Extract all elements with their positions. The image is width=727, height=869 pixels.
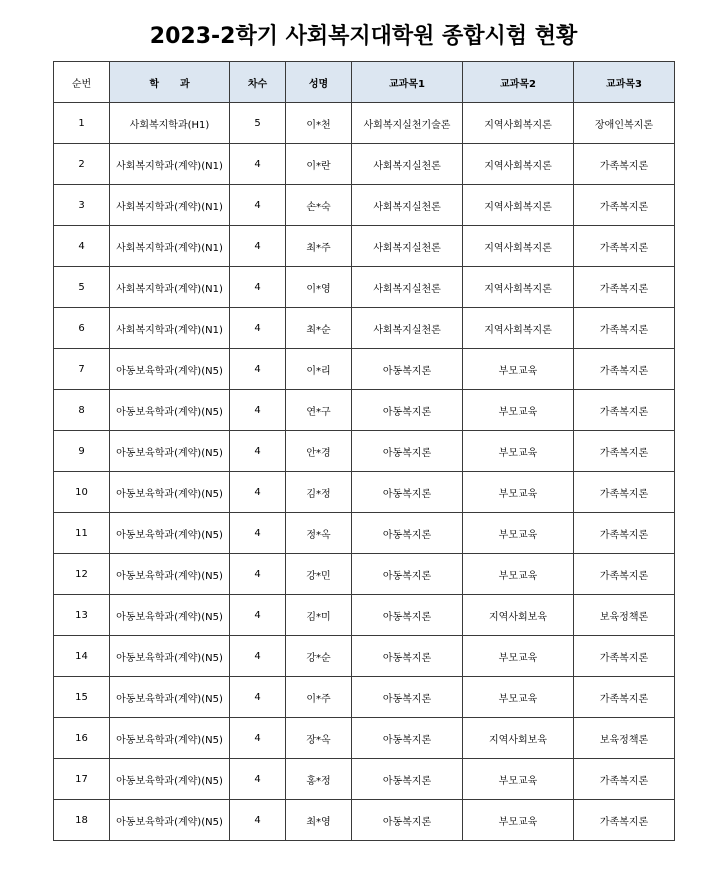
cell-round: 4 — [230, 144, 286, 185]
cell-dept: 사회복지학과(계약)(N1) — [110, 185, 230, 226]
cell-round: 4 — [230, 759, 286, 800]
cell-subject1: 사회복지실천론 — [352, 226, 463, 267]
cell-subject2: 지역사회복지론 — [463, 308, 574, 349]
cell-subject1: 사회복지실천론 — [352, 185, 463, 226]
cell-subject2: 지역사회복지론 — [463, 226, 574, 267]
cell-name: 김*정 — [286, 472, 352, 513]
cell-name: 최*순 — [286, 308, 352, 349]
cell-subject3: 가족복지론 — [574, 267, 675, 308]
cell-subject2: 부모교육 — [463, 390, 574, 431]
cell-dept: 사회복지학과(계약)(N1) — [110, 267, 230, 308]
cell-dept: 아동보육학과(계약)(N5) — [110, 800, 230, 841]
cell-round: 4 — [230, 554, 286, 595]
cell-dept: 사회복지학과(H1) — [110, 103, 230, 144]
cell-no: 8 — [54, 390, 110, 431]
header-name: 성명 — [286, 62, 352, 103]
cell-subject1: 아동복지론 — [352, 718, 463, 759]
cell-round: 5 — [230, 103, 286, 144]
header-dept: 학 과 — [110, 62, 230, 103]
cell-subject2: 지역사회복지론 — [463, 267, 574, 308]
cell-subject1: 아동복지론 — [352, 349, 463, 390]
cell-name: 이*리 — [286, 349, 352, 390]
cell-subject1: 사회복지실천론 — [352, 308, 463, 349]
table-body — [54, 103, 675, 841]
cell-dept: 아동보육학과(계약)(N5) — [110, 636, 230, 677]
cell-name: 강*순 — [286, 636, 352, 677]
cell-no: 4 — [54, 226, 110, 267]
cell-subject2: 지역사회복지론 — [463, 185, 574, 226]
table-row — [54, 390, 675, 431]
cell-subject3: 보육정책론 — [574, 718, 675, 759]
cell-name: 강*민 — [286, 554, 352, 595]
cell-no: 6 — [54, 308, 110, 349]
table-row — [54, 800, 675, 841]
cell-subject1: 아동복지론 — [352, 554, 463, 595]
cell-no: 14 — [54, 636, 110, 677]
cell-name: 안*경 — [286, 431, 352, 472]
table-row — [54, 144, 675, 185]
cell-subject2: 부모교육 — [463, 800, 574, 841]
table-row — [54, 472, 675, 513]
cell-subject1: 아동복지론 — [352, 636, 463, 677]
cell-subject2: 부모교육 — [463, 759, 574, 800]
cell-name: 이*영 — [286, 267, 352, 308]
cell-name: 최*주 — [286, 226, 352, 267]
cell-subject2: 부모교육 — [463, 513, 574, 554]
header-round: 차수 — [230, 62, 286, 103]
table-row — [54, 267, 675, 308]
cell-round: 4 — [230, 677, 286, 718]
cell-subject3: 가족복지론 — [574, 390, 675, 431]
cell-no: 11 — [54, 513, 110, 554]
cell-dept: 사회복지학과(계약)(N1) — [110, 226, 230, 267]
cell-subject2: 부모교육 — [463, 472, 574, 513]
cell-subject3: 가족복지론 — [574, 800, 675, 841]
cell-dept: 사회복지학과(계약)(N1) — [110, 308, 230, 349]
cell-subject2: 부모교육 — [463, 677, 574, 718]
cell-no: 2 — [54, 144, 110, 185]
table-row — [54, 636, 675, 677]
header-subject3: 교과목3 — [574, 62, 675, 103]
cell-dept: 사회복지학과(계약)(N1) — [110, 144, 230, 185]
cell-subject1: 아동복지론 — [352, 677, 463, 718]
cell-no: 16 — [54, 718, 110, 759]
cell-round: 4 — [230, 267, 286, 308]
table-row — [54, 513, 675, 554]
cell-subject1: 사회복지실천기술론 — [352, 103, 463, 144]
cell-subject3: 가족복지론 — [574, 513, 675, 554]
cell-subject1: 사회복지실천론 — [352, 267, 463, 308]
cell-name: 이*천 — [286, 103, 352, 144]
table-row — [54, 595, 675, 636]
cell-subject1: 아동복지론 — [352, 390, 463, 431]
cell-round: 4 — [230, 390, 286, 431]
cell-round: 4 — [230, 431, 286, 472]
cell-subject3: 가족복지론 — [574, 185, 675, 226]
cell-subject2: 부모교육 — [463, 554, 574, 595]
cell-subject3: 장애인복지론 — [574, 103, 675, 144]
cell-subject3: 가족복지론 — [574, 554, 675, 595]
exam-status-table — [53, 61, 675, 841]
header-subject1: 교과목1 — [352, 62, 463, 103]
cell-dept: 아동보육학과(계약)(N5) — [110, 554, 230, 595]
cell-subject1: 아동복지론 — [352, 472, 463, 513]
cell-no: 13 — [54, 595, 110, 636]
cell-no: 3 — [54, 185, 110, 226]
cell-subject1: 사회복지실천론 — [352, 144, 463, 185]
cell-round: 4 — [230, 226, 286, 267]
cell-no: 9 — [54, 431, 110, 472]
cell-no: 1 — [54, 103, 110, 144]
cell-subject3: 가족복지론 — [574, 759, 675, 800]
cell-dept: 아동보육학과(계약)(N5) — [110, 390, 230, 431]
cell-dept: 아동보육학과(계약)(N5) — [110, 759, 230, 800]
cell-subject2: 부모교육 — [463, 431, 574, 472]
cell-name: 이*란 — [286, 144, 352, 185]
cell-no: 15 — [54, 677, 110, 718]
cell-dept: 아동보육학과(계약)(N5) — [110, 595, 230, 636]
cell-dept: 아동보육학과(계약)(N5) — [110, 472, 230, 513]
cell-round: 4 — [230, 349, 286, 390]
cell-round: 4 — [230, 513, 286, 554]
cell-dept: 아동보육학과(계약)(N5) — [110, 349, 230, 390]
cell-subject3: 가족복지론 — [574, 226, 675, 267]
table-row — [54, 677, 675, 718]
cell-dept: 아동보육학과(계약)(N5) — [110, 718, 230, 759]
cell-subject3: 가족복지론 — [574, 349, 675, 390]
cell-name: 장*옥 — [286, 718, 352, 759]
cell-round: 4 — [230, 308, 286, 349]
cell-subject2: 부모교육 — [463, 636, 574, 677]
cell-name: 정*옥 — [286, 513, 352, 554]
cell-subject1: 아동복지론 — [352, 595, 463, 636]
table-row — [54, 185, 675, 226]
cell-round: 4 — [230, 472, 286, 513]
cell-round: 4 — [230, 185, 286, 226]
cell-subject3: 가족복지론 — [574, 677, 675, 718]
table-row — [54, 718, 675, 759]
cell-no: 12 — [54, 554, 110, 595]
cell-dept: 아동보육학과(계약)(N5) — [110, 431, 230, 472]
table-row — [54, 349, 675, 390]
cell-subject3: 보육정책론 — [574, 595, 675, 636]
cell-subject2: 지역사회복지론 — [463, 144, 574, 185]
cell-dept: 아동보육학과(계약)(N5) — [110, 677, 230, 718]
cell-round: 4 — [230, 718, 286, 759]
cell-subject3: 가족복지론 — [574, 144, 675, 185]
cell-subject2: 부모교육 — [463, 349, 574, 390]
cell-name: 손*숙 — [286, 185, 352, 226]
cell-subject1: 아동복지론 — [352, 431, 463, 472]
cell-name: 이*주 — [286, 677, 352, 718]
header-subject2: 교과목2 — [463, 62, 574, 103]
page-title: 2023-2학기 사회복지대학원 종합시험 현황 — [149, 24, 578, 49]
cell-name: 김*미 — [286, 595, 352, 636]
cell-no: 7 — [54, 349, 110, 390]
cell-no: 10 — [54, 472, 110, 513]
table-row — [54, 308, 675, 349]
cell-no: 17 — [54, 759, 110, 800]
cell-round: 4 — [230, 800, 286, 841]
cell-no: 18 — [54, 800, 110, 841]
cell-subject3: 가족복지론 — [574, 308, 675, 349]
table-row — [54, 103, 675, 144]
cell-subject3: 가족복지론 — [574, 431, 675, 472]
cell-subject2: 지역사회보육 — [463, 718, 574, 759]
cell-dept: 아동보육학과(계약)(N5) — [110, 513, 230, 554]
table-header-row — [54, 62, 675, 103]
header-no: 순번 — [54, 62, 110, 103]
cell-subject1: 아동복지론 — [352, 759, 463, 800]
cell-name: 홍*정 — [286, 759, 352, 800]
cell-no: 5 — [54, 267, 110, 308]
cell-subject2: 지역사회복지론 — [463, 103, 574, 144]
cell-round: 4 — [230, 595, 286, 636]
table-row — [54, 226, 675, 267]
cell-round: 4 — [230, 636, 286, 677]
cell-name: 연*구 — [286, 390, 352, 431]
cell-subject2: 지역사회보육 — [463, 595, 574, 636]
cell-name: 최*영 — [286, 800, 352, 841]
table-row — [54, 554, 675, 595]
cell-subject1: 아동복지론 — [352, 800, 463, 841]
cell-subject1: 아동복지론 — [352, 513, 463, 554]
table-row — [54, 759, 675, 800]
table-row — [54, 431, 675, 472]
cell-subject3: 가족복지론 — [574, 636, 675, 677]
cell-subject3: 가족복지론 — [574, 472, 675, 513]
